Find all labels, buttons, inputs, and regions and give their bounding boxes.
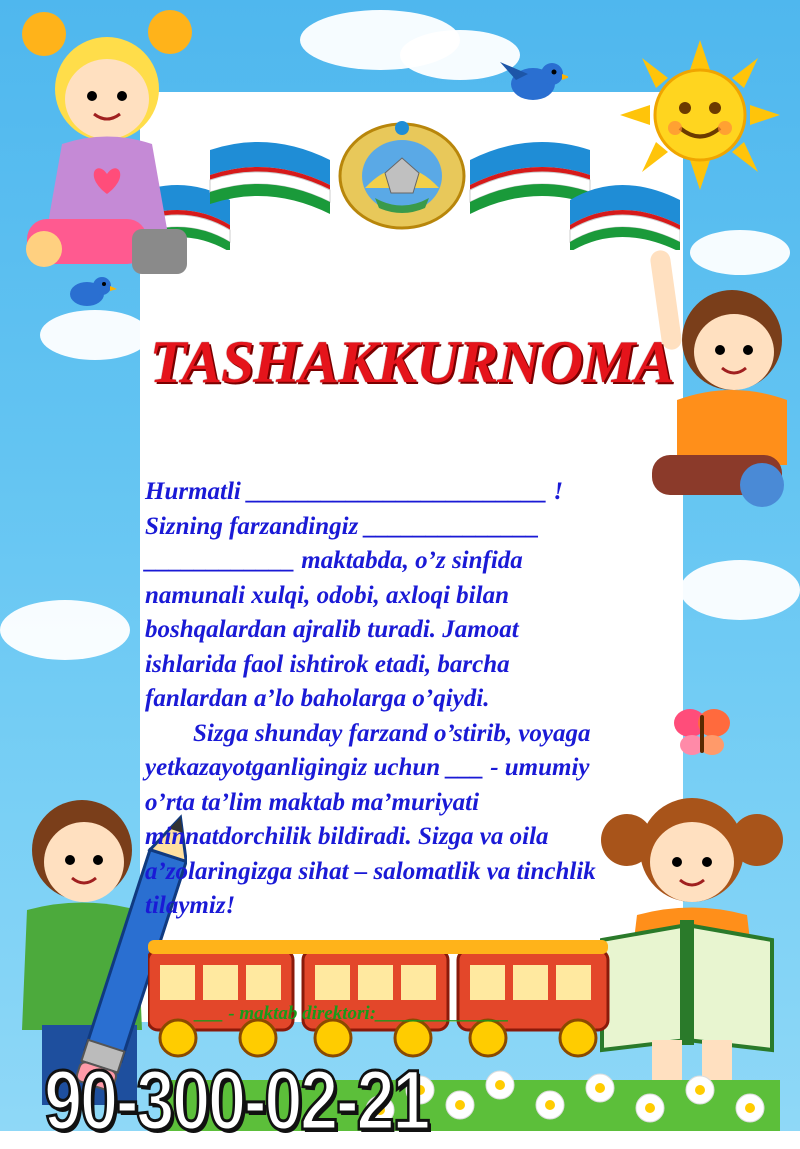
body-line: Hurmatli ________________________ ! xyxy=(145,478,564,505)
body-line: ____________ maktabda, o’z sinfida xyxy=(145,547,523,574)
body-line: tilaymiz! xyxy=(145,892,236,919)
director-signature-line: ___ - maktab direktori:______________ xyxy=(195,1003,510,1024)
body-line: yetkazayotganligingiz uchun ___ - umumiy xyxy=(145,754,590,781)
certificate-body xyxy=(145,475,685,924)
body-line: Sizning farzandingiz ______________ xyxy=(145,512,540,540)
emblem-icon xyxy=(335,118,470,230)
body-line: fanlardan a’lo baholarga o’qiydi. xyxy=(145,685,490,712)
body-line: o’rta ta’lim maktab ma’muriyati xyxy=(145,788,480,816)
body-line: namunali xulqi, odobi, axloqi bilan xyxy=(145,581,509,609)
cloud xyxy=(40,310,150,360)
body-line: a’zolaringizga sihat – salomatlik va tinchlik xyxy=(145,857,596,885)
girl-figure-icon xyxy=(22,4,192,284)
certificate-title: TASHAKKURNOMA xyxy=(149,329,674,395)
body-line: ishlarida faol ishtirok etadi, barcha xyxy=(145,650,510,678)
body-line: minnatdorchilik bildiradi. Sizga va oila xyxy=(145,823,549,850)
body-line: boshqalardan ajralib turadi. Jamoat xyxy=(145,616,519,643)
train-icon xyxy=(148,930,618,1070)
cloud xyxy=(680,560,800,620)
cloud xyxy=(0,600,130,660)
body-line: Sizga shunday farzand o’stirib, voyaga xyxy=(193,719,591,747)
bird-icon xyxy=(498,52,568,107)
phone-number: 90-300-02-21 xyxy=(44,1053,429,1147)
